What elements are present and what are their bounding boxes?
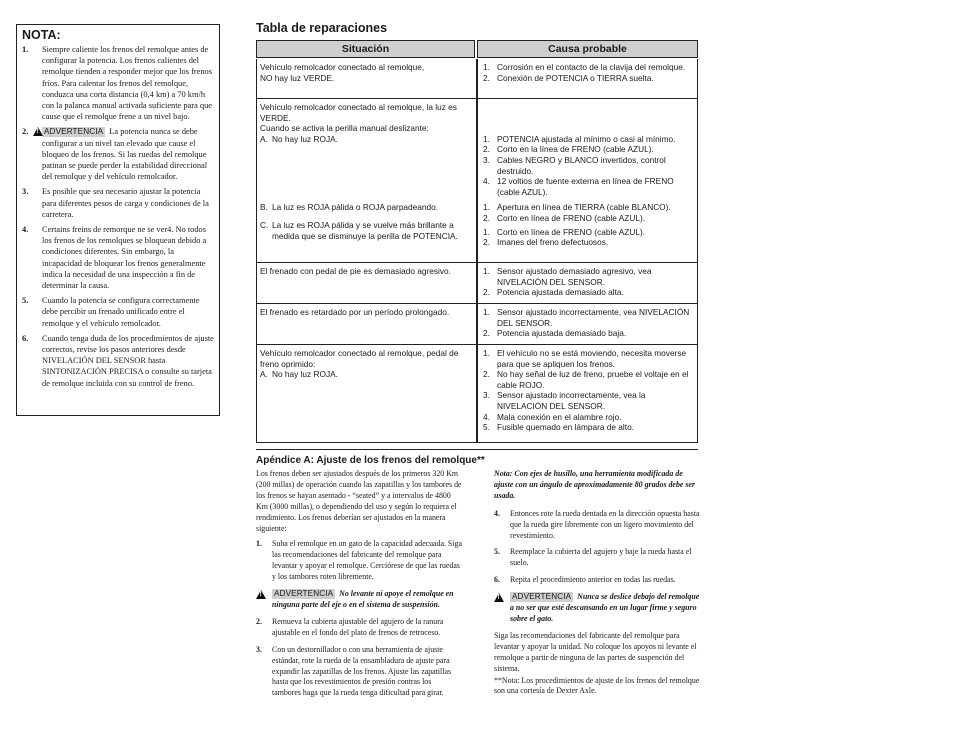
situation-cell [257,345,475,442]
nota-item-number: 2. [22,127,29,137]
nota-item [21,295,215,329]
appendix-title: Apéndice A: Ajuste de los frenos del remolque** [256,455,485,466]
repair-table-header [256,40,698,58]
situation-cell: El frenado es retardado por un período prolongado. [260,307,450,317]
nota-item-text: La potencia nunca se debe configurar a un nivel tan elevado que cause el bloqueo de los frenos. Si las ruedas del remolque patinan se puede perder la estabilidad direccional del remolque y del vehículo remolcador. [42,127,208,182]
nota-item-number: 1. [22,45,29,54]
warning-badge: ADVERTENCIA [512,592,572,602]
nota-title: NOTA: [22,28,61,42]
column-header-situacion: Situación [256,40,475,58]
table-row [257,345,697,443]
cause-item: 4. 12 voltios de fuente externa en línea de FRENO (cable AZUL). [483,176,674,197]
appendix-step: 2. Remueva la cubierta ajustable del agujero de la ranura ajustable en el fondo del plato de frenos de retroceso. [256,616,444,637]
appendix-footnote: **Nota: Los procedimientos de ajuste de los frenos del remolque son una cortesía de Dexter Axle. [494,675,700,696]
warning-icon [256,590,267,602]
table-row [257,263,697,304]
cause-item: 2. Potencia ajustada demasiado baja. [483,328,627,339]
nota-item-number: 6. [22,333,29,343]
warning-text: Nunca se deslice debajo del remolque a no ser que esté descansando en un lugar firme y seguro sobre el gato. [510,592,700,623]
cause-item: 1. Corto en línea de FRENO (cable AZUL). [483,226,646,237]
nota-item [21,126,215,182]
appendix-right-column [494,469,700,702]
cause-item: 1. POTENCIA ajustada al mínimo o casi al mínimo. [483,133,676,144]
appendix-warning [494,592,700,625]
nota-item [21,44,215,122]
cause-item: 1. Sensor ajustado incorrectamente, vea NIVELACIÓN DEL SENSOR. [483,307,690,328]
nota-item-text: Cuando tenga duda de los procedimientos de ajuste correctos, revise los pasos anteriores desde NIVELACIÓN DEL SENSOR hasta SINTONIZACIÓN PRECISA o consulte su tarjeta de remolque incluida con su control de freno. [42,333,214,388]
cause-item: 2. Corto en la línea de FRENO (cable AZUL). [483,144,654,155]
situation-sub-c: C. La luz es ROJA pálida y se vuelve más brillante a medida que se disminuye la perilla de POTENCIA. [260,219,458,241]
cause-item: 3. Sensor ajustado incorrectamente, vea la NIVELACIÓN DEL SENSOR. [483,390,646,411]
cause-cell [477,345,697,442]
cause-cell [477,263,697,303]
repair-table-body [256,59,698,443]
warning-icon [33,127,44,138]
cause-item: 2. Potencia ajustada demasiado alta. [483,287,624,298]
cause-item: 2. Imanes del freno defectuosos. [483,237,609,248]
cause-item: 5. Fusible quemado en lámpara de alto. [483,422,634,433]
cause-item: 3. Cables NEGRO y BLANCO invertidos, control destruido. [483,154,666,176]
cause-item: 2. Corto en línea de FRENO (cable AZUL). [483,212,646,223]
appendix-warning [256,589,462,611]
appendix-note: Nota: Con ejes de husillo, una herramienta modificada de ajuste con un ángulo de aproximadamente 80 grados debe ser usada. [494,469,696,500]
situation-cell: Vehículo remolcador conectado al remolque, NO hay luz VERDE. [260,62,425,83]
situation-sub-a: A. No hay luz ROJA. [260,133,338,144]
nota-item-text: Siempre caliente los frenos del remolque antes de configurar la potencia. Los frenos calientes del remolque tienden a responder mejor que los frenos fríos. Para calentar los frenos del remolque, conduzca una corta distancia (0,4 km) a 70 km/h con la palanca manual activada suficiente para que cause que el remolque frene a un nivel bajo. [42,45,213,122]
nota-item-number: 5. [22,296,29,306]
table-row [257,59,697,99]
situation-sub-b: B. La luz es ROJA pálida o ROJA parpadeando. [260,202,439,213]
warning-icon [494,593,505,605]
appendix-intro: Los frenos deben ser ajustados después de los primeros 320 Km (200 millas) de operación cuando las zapatillas y los tambores de los frenos se hayan asentado - “seated” y a intervalos de 4800 Km (3000 millas), o dependiendo del uso y según lo requiera el rendimiento. Los frenos deberían ser ajustados en la manera siguiente: [256,469,462,533]
cause-item: 2. No hay señal de luz de freno, pruebe el voltaje en el cable ROJO. [483,369,689,390]
table-row [257,99,697,263]
warning-text: No levante ni apoye el remolque en ninguna parte del eje o en el sistema de suspensión. [272,589,454,609]
situation-text: Vehículo remolcador conectado al remolque, pedal de freno oprimido: [260,348,459,369]
table-row [257,304,697,345]
cause-item: 4. Mala conexión en el alambre rojo. [483,411,622,422]
situation-text: Vehículo remolcador conectado al remolque, la luz es VERDE. Cuando se activa la perilla manual deslizante: [260,102,457,134]
appendix-step: 3. Con un destornillador o con una herramienta de ajuste estándar, rote la rueda de la ensambladura de ajuste para expandir las zapatillas de los frenos. Ajuste las zapatillas hasta que los revestimientos de presión contras los tambores haga que la rueda tenga dificultad para girar. [256,644,452,698]
warning-badge: ADVERTENCIA [44,127,104,137]
nota-item-text: Es posible que sea necesario ajustar la potencia para diferentes pesos de carga y condiciones de la carretera. [42,187,209,219]
appendix-step: 6. Repita el procedimiento anterior en todas las ruedas. [494,575,676,585]
nota-item-number: 3. [22,187,29,197]
cause-item: 1. Corrosión en el contacto de la clavija del remolque. [483,62,686,72]
cause-cell [477,99,697,262]
section-divider [256,449,698,450]
nota-item [21,186,215,220]
cause-item: 1. Apertura en línea de TIERRA (cable BLANCO). [483,202,671,213]
column-header-causa: Causa probable [477,40,698,58]
appendix-step: 4. Entonces rote la rueda dentada en la dirección opuesta hasta que la rueda gire libremente con un ligero movimiento del revestimiento. [494,508,700,540]
cause-cell [477,304,697,344]
cause-item: 1. El vehículo no se está moviendo, necesita moverse para que se apliquen los frenos. [483,348,687,369]
appendix-step: 5. Reemplace la cubierta del agujero y baje la rueda hasta el suelo. [494,547,692,568]
appendix-step: 1. Suba el remolque en un gato de la capacidad adecuada. Siga las recomendaciones del fabricante del remolque para levantar y apoyar el remolque. Cerciórese de que las ruedas y los tambores roten libremente. [256,539,462,582]
situation-sub-a: A. No hay luz ROJA. [260,369,338,380]
appendix-left-column [256,469,462,705]
situation-cell: El frenado con pedal de pie es demasiado agresivo. [260,266,451,276]
warning-badge: ADVERTENCIA [274,589,334,599]
situation-cell [257,99,475,262]
repair-table-title: Tabla de reparaciones [256,21,388,35]
repair-table [256,40,698,443]
nota-box [16,24,220,416]
nota-item [21,333,215,389]
nota-item [21,224,215,291]
appendix-closing: Siga las recomendaciones del fabricante del remolque para levantar y apoyar la unidad. No coloque los apoyos ni levante el remolque a partir de ninguna de las partes de suspención del sistema. [494,630,697,673]
cause-item: 2. Conexión de POTENCIA o TIERRA suelta. [483,72,654,83]
nota-item-text: Certains freins de remorque ne se ver4. No todos los frenos de los remolques se bloquean debido a condiciones diferentes. Sin embargo, la incapacidad de bloquear los frenos generalmente indica la necesidad de una inspección a fin de determinar la causa. [42,225,207,291]
cause-item: 1. Sensor ajustado demasiado agresivo, vea NIVELACIÓN DEL SENSOR. [483,266,652,287]
cause-cell [477,59,697,98]
nota-item-number: 4. [22,225,29,235]
nota-item-text: Cuando la potencia se configura correctamente debe percibir un frenado unificado entre el remolque y el vehículo remolcador. [42,296,200,328]
